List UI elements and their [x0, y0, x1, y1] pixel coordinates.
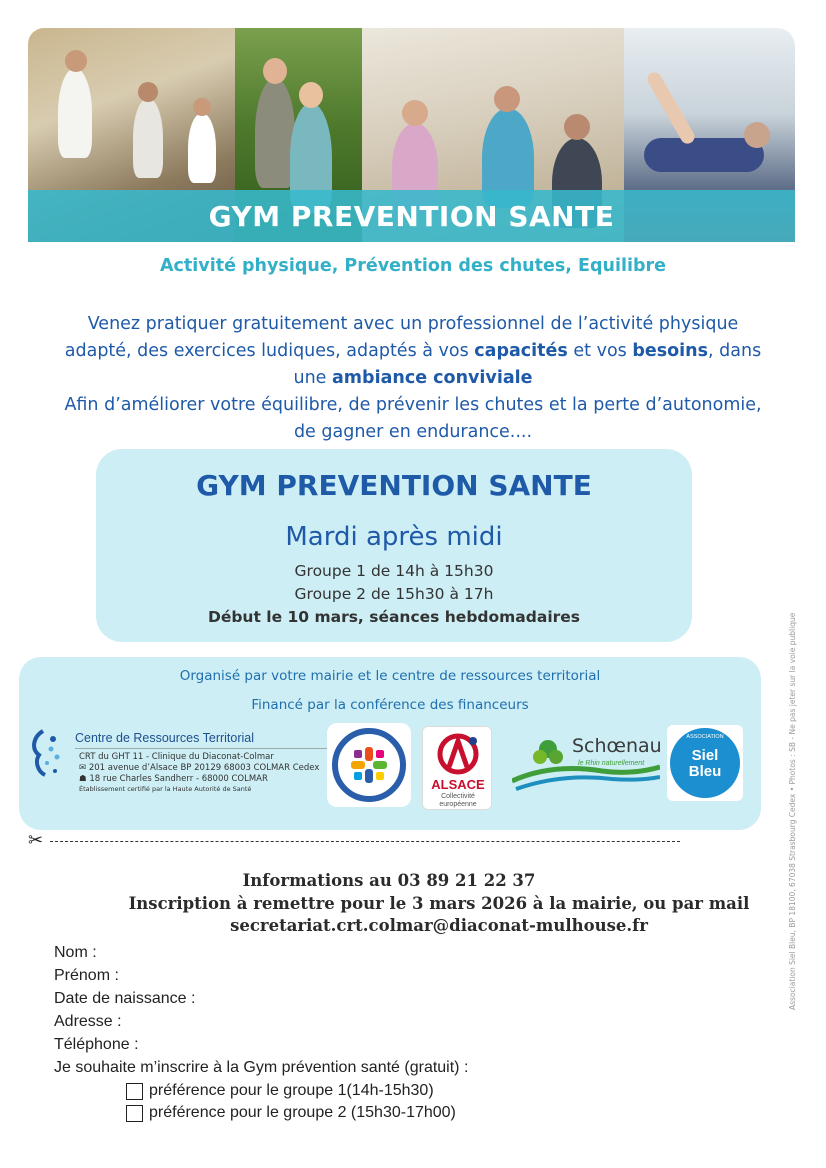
conference-financeurs-logo [327, 723, 411, 807]
subtitle: Activité physique, Prévention des chutes, Equilibre [160, 256, 666, 276]
header-banner [28, 28, 795, 242]
schedule-group-2: Groupe 2 de 15h30 à 17h [294, 585, 494, 603]
option-group-2-label: préférence pour le groupe 2 (15h30-17h00) [149, 1104, 456, 1121]
intro-line: Venez pratiquer gratuitement avec un professionnel de l’activité physique [87, 314, 739, 334]
info-phone: Informations au 03 89 21 22 37 [242, 871, 536, 890]
schedule-group-1: Groupe 1 de 14h à 15h30 [294, 562, 494, 580]
intro-line: adapté, des exercices ludiques, adaptés à vos capacités et vos besoins, dans [64, 341, 762, 361]
field-firstname[interactable]: Prénom : [54, 967, 119, 984]
info-deadline: Inscription à remettre pour le 3 mars 2026 à la mairie, ou par mail [128, 894, 750, 913]
siel-bleu-logo [667, 725, 743, 801]
schoenau-logo [512, 735, 660, 795]
crt-mark-icon [29, 727, 69, 787]
schedule-start: Début le 10 mars, séances hebdomadaires [207, 608, 581, 626]
crt-logo [29, 727, 329, 807]
field-name[interactable]: Nom : [54, 944, 97, 961]
crt-address-line: CRT du GHT 11 - Clinique du Diaconat-Colmar [79, 752, 274, 762]
financed-by: Financé par la conférence des financeurs [251, 697, 529, 713]
option-group-1[interactable] [126, 1082, 434, 1100]
alsace-emblem-icon [423, 727, 493, 777]
side-credit: Association Siel Bleu, BP 18100, 67038 Strasbourg Cedex • Photos : SB - Ne pas jeter sur la voie publique [788, 612, 797, 1010]
alsace-sub: Collectivité européenne [439, 793, 477, 808]
organized-by: Organisé par votre mairie et le centre de ressources territorial [179, 668, 601, 684]
intro-line: Afin d’améliorer votre équilibre, de prévenir les chutes et la perte d’autonomie, [64, 395, 762, 415]
checkbox-group-1[interactable] [126, 1083, 143, 1100]
schoenau-tagline: le Rhin naturellement [578, 760, 645, 767]
intro-line: une ambiance conviviale [293, 368, 533, 388]
banner-title-band [28, 190, 795, 242]
checkbox-group-2[interactable] [126, 1105, 143, 1122]
scissors-icon: ✂ [28, 830, 44, 851]
schedule-box [96, 449, 692, 642]
field-birthdate[interactable]: Date de naissance : [54, 990, 196, 1007]
conference-star-icon [349, 745, 389, 785]
page-title: GYM PREVENTION SANTE [208, 199, 615, 233]
alsace-word: ALSACE [431, 777, 485, 792]
schedule-title: GYM PREVENTION SANTE [196, 469, 592, 502]
field-wish: Je souhaite m’inscrire à la Gym prévention santé (gratuit) : [54, 1059, 469, 1076]
intro-paragraph [30, 311, 796, 446]
crt-address-line: Établissement certifié par la Haute Autorité de Santé [79, 785, 252, 793]
crt-name: Centre de Ressources Territorial [75, 731, 255, 745]
field-address[interactable]: Adresse : [54, 1013, 122, 1030]
partners-box [19, 657, 761, 830]
siel-word: Siel Bleu [688, 747, 722, 780]
crt-address-line: ☗ 18 rue Charles Sandherr - 68000 COLMAR [79, 774, 268, 784]
crt-address-line: ✉ 201 avenue d’Alsace BP 20129 68003 COLMAR Cedex [79, 763, 320, 773]
alsace-logo [422, 726, 492, 810]
option-group-2[interactable] [126, 1104, 456, 1122]
intro-line: de gagner en endurance.... [293, 422, 533, 442]
cut-line [28, 830, 688, 850]
field-phone[interactable]: Téléphone : [54, 1036, 139, 1053]
info-email[interactable]: secretariat.crt.colmar@diaconat-mulhouse.fr [230, 916, 648, 935]
siel-assoc: ASSOCIATION [686, 734, 724, 740]
schoenau-word: Schœnau [572, 735, 662, 757]
schedule-day: Mardi après midi [285, 522, 503, 552]
option-group-1-label: préférence pour le groupe 1(14h-15h30) [149, 1082, 434, 1099]
dashed-divider [50, 841, 680, 842]
crt-divider [75, 748, 329, 749]
